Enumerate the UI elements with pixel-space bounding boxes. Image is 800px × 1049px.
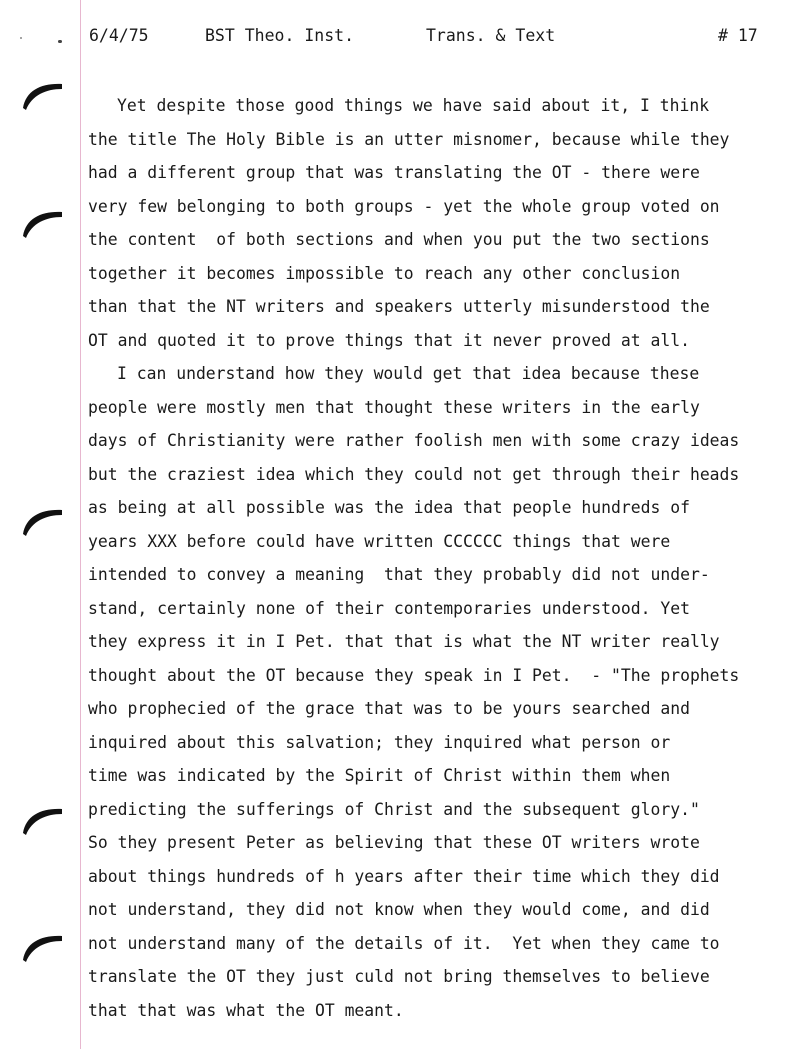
scan-speck — [58, 40, 62, 43]
text-line: intended to convey a meaning that they probably did not under- — [88, 565, 710, 584]
text-line: they express it in I Pet. that that is what the NT writer really — [88, 632, 720, 651]
margin-rule — [80, 0, 81, 1049]
text-line: as being at all possible was the idea that people hundreds of — [88, 498, 690, 517]
text-line: thought about the OT because they speak in I Pet. - "The prophets — [88, 665, 740, 685]
text-line: the title The Holy Bible is an utter misnomer, because while they — [88, 129, 730, 149]
text-line: Yet despite those good things we have said about it, I think — [117, 96, 710, 115]
header-course: BST Theo. Inst. — [205, 26, 355, 45]
text-line: about things hundreds of h years after their time which they did — [88, 866, 720, 886]
header-date: 6/4/75 — [89, 26, 149, 45]
text-line: stand, certainly none of their contemporaries understood. Yet — [88, 598, 690, 618]
text-line: than that the NT writers and speakers utterly misunderstood the — [88, 297, 710, 316]
punch-hole-icon — [20, 930, 66, 968]
scan-speck — [20, 37, 22, 39]
text-line: translate the OT they just culd not bring themselves to believe — [88, 967, 710, 986]
punch-hole-icon — [20, 803, 66, 841]
text-line: that that was what the OT meant. — [88, 1000, 404, 1020]
text-line: not understand, they did not know when they would come, and did — [88, 900, 710, 919]
text-line: but the craziest idea which they could not get through their heads — [88, 464, 740, 484]
text-line: So they present Peter as believing that these OT writers wrote — [88, 833, 700, 852]
text-line: years XXX before could have written CCCCCC things that were — [88, 531, 671, 551]
header-page-number: # 17 — [718, 26, 758, 45]
punch-hole-icon — [20, 206, 66, 244]
punch-hole-icon — [20, 78, 66, 116]
text-line: time was indicated by the Spirit of Christ within them when — [88, 766, 671, 785]
text-line: who prophecied of the grace that was to be yours searched and — [88, 699, 690, 718]
header-title: Trans. & Text — [426, 26, 556, 45]
text-line: together it becomes impossible to reach any other conclusion — [88, 263, 681, 283]
text-line: OT and quoted it to prove things that it never proved at all. — [88, 330, 690, 350]
text-line: days of Christianity were rather foolish men with some crazy ideas — [88, 431, 740, 450]
text-line: very few belonging to both groups - yet the whole group voted on — [88, 196, 720, 216]
text-line: predicting the sufferings of Christ and the subsequent glory." — [88, 799, 700, 819]
text-line: the content of both sections and when you put the two sections — [88, 230, 710, 249]
text-line: had a different group that was translating the OT - there were — [88, 163, 700, 182]
text-line: people were mostly men that thought these writers in the early — [88, 397, 700, 417]
text-line: not understand many of the details of it. Yet when they came to — [88, 933, 720, 953]
text-line: inquired about this salvation; they inquired what person or — [88, 732, 671, 752]
body-text — [88, 94, 739, 1032]
text-line: I can understand how they would get that idea because these — [117, 364, 700, 383]
punch-hole-icon — [20, 504, 66, 542]
